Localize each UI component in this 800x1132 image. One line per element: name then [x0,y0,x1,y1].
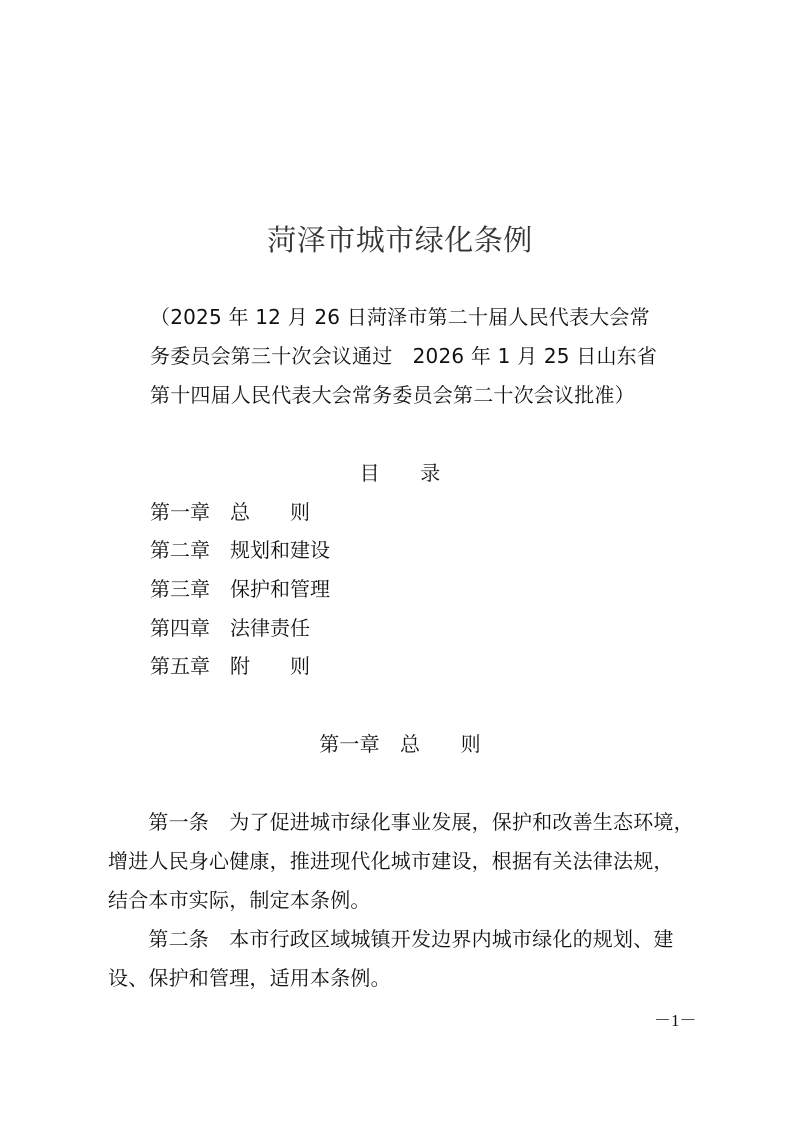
toc-item-chapter-2: 第二章 规划和建设 [150,538,330,562]
preamble-line-3: 第十四届人民代表大会常务委员会第二十次会议批准） [150,383,635,407]
article-1-line-3: 结合本市实际，制定本条例。 [108,888,371,912]
document-title: 菏泽市城市绿化条例 [267,223,533,257]
preamble-line-1: （2025 年 12 月 26 日菏泽市第二十届人民代表大会常 [150,305,650,329]
toc-item-chapter-1: 第一章 总 则 [150,500,310,524]
toc-item-chapter-4: 第四章 法律责任 [150,616,310,640]
preamble-line-2: 务委员会第三十次会议通过 2026 年 1 月 25 日山东省 [150,344,658,368]
article-1-line-2: 增进人民身心健康，推进现代化城市建设，根据有关法律法规， [108,849,674,873]
article-2-line-1: 第二条 本市行政区域城镇开发边界内城市绿化的规划、建 [108,927,674,951]
page-number: －1－ [654,1011,697,1030]
toc-heading: 目 录 [359,461,441,485]
toc-item-chapter-3: 第三章 保护和管理 [150,577,330,601]
article-2-line-2: 设、保护和管理，适用本条例。 [108,966,391,990]
chapter-heading: 第一章 总 则 [319,732,481,756]
article-1-line-1: 第一条 为了促进城市绿化事业发展，保护和改善生态环境， [108,810,694,834]
toc-item-chapter-5: 第五章 附 则 [150,654,310,678]
